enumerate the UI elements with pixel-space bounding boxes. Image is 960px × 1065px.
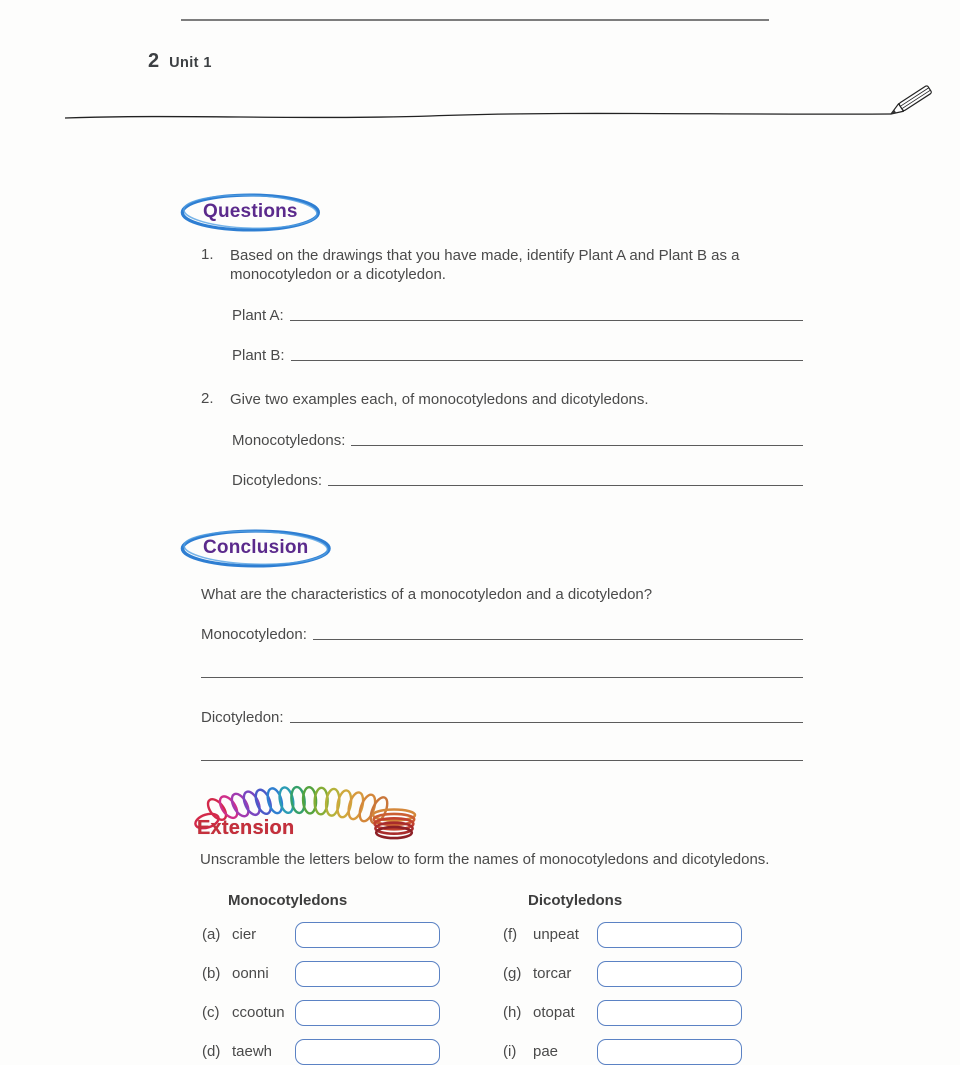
item-label: (h) [503,1004,522,1021]
conclusion-section-heading [185,532,326,565]
unscramble-item-b [185,960,488,987]
unscramble-item-d [185,1038,488,1065]
unscramble-item-a [185,921,488,948]
item-label: (d) [202,1043,221,1060]
conclusion-prompt: What are the characteristics of a monocotyledon and a dicotyledon? [201,586,653,603]
answer-label: Dicotyledons: [232,472,323,489]
answer-box[interactable] [597,1039,742,1065]
answer-label: Monocotyledon: [201,626,307,643]
item-label: (f) [503,926,518,943]
answer-box[interactable] [597,961,742,987]
unit-label: Unit 1 [169,55,212,71]
answer-row-monocotyledons [232,432,803,449]
answer-row-dicotyledons [232,472,803,489]
unscramble-item-g [488,960,803,987]
questions-section-heading [185,196,316,229]
scrambled-word: torcar [533,965,572,982]
answer-continuation-line[interactable] [201,759,803,761]
pencil-icon [889,85,932,118]
questions-heading-label: Questions [203,201,298,222]
question-number: 1. [201,246,214,263]
unscramble-item-h [488,999,803,1026]
answer-box[interactable] [295,1000,440,1026]
worksheet-content [185,196,803,1065]
answer-row-plant-a [232,307,803,324]
answer-box[interactable] [597,1000,742,1026]
answer-row-dicotyledon [201,709,803,726]
answer-label: Dicotyledon: [201,709,284,726]
answer-blank-line[interactable] [328,484,803,486]
answer-label: Plant B: [232,347,285,364]
page-header [148,50,212,73]
answer-box[interactable] [295,922,440,948]
page-number: 2 [148,50,160,72]
extension-section-heading [191,788,441,840]
answer-row-plant-b [232,347,803,364]
answer-blank-line[interactable] [291,359,803,361]
scrambled-word: pae [533,1043,559,1060]
item-label: (c) [202,1004,220,1021]
answer-blank-line[interactable] [313,638,803,640]
question-2 [185,390,803,409]
scrambled-word: ccootun [232,1004,285,1021]
question-number: 2. [201,390,214,407]
answer-continuation-line[interactable] [201,676,803,678]
top-ruled-line [181,19,769,21]
item-label: (g) [503,965,522,982]
answer-blank-line[interactable] [351,444,803,446]
unscramble-item-f [488,921,803,948]
scrambled-word: otopat [533,1004,575,1021]
scrambled-word: cier [232,926,257,943]
unscramble-item-c [185,999,488,1026]
extension-heading-label: Extension [197,817,295,839]
item-label: (i) [503,1043,517,1060]
question-text: Based on the drawings that you have made, identify Plant A and Plant B as a monocotyledon or a dicotyledon. [230,247,740,283]
answer-label: Monocotyledons: [232,432,346,449]
answer-row-monocotyledon [201,626,803,643]
scrambled-word: taewh [232,1043,273,1060]
item-label: (a) [202,926,221,943]
scrambled-word: unpeat [533,926,579,943]
column-title-dicotyledons: Dicotyledons [528,892,623,909]
pencil-line-decoration [0,80,960,136]
answer-box[interactable] [295,1039,440,1065]
item-label: (b) [202,965,221,982]
conclusion-heading-label: Conclusion [203,537,309,558]
answer-box[interactable] [295,961,440,987]
question-1 [185,246,803,284]
answer-box[interactable] [597,922,742,948]
extension-instruction: Unscramble the letters below to form the names of monocotyledons and dicotyledons. [200,851,770,868]
unscramble-item-i [488,1038,803,1065]
answer-label: Plant A: [232,307,284,324]
question-text: Give two examples each, of monocotyledons and dicotyledons. [230,391,649,408]
answer-blank-line[interactable] [290,721,803,723]
column-title-monocotyledons: Monocotyledons [228,892,348,909]
unscramble-grid [185,892,803,1065]
scrambled-word: oonni [232,965,269,982]
answer-blank-line[interactable] [290,319,803,321]
